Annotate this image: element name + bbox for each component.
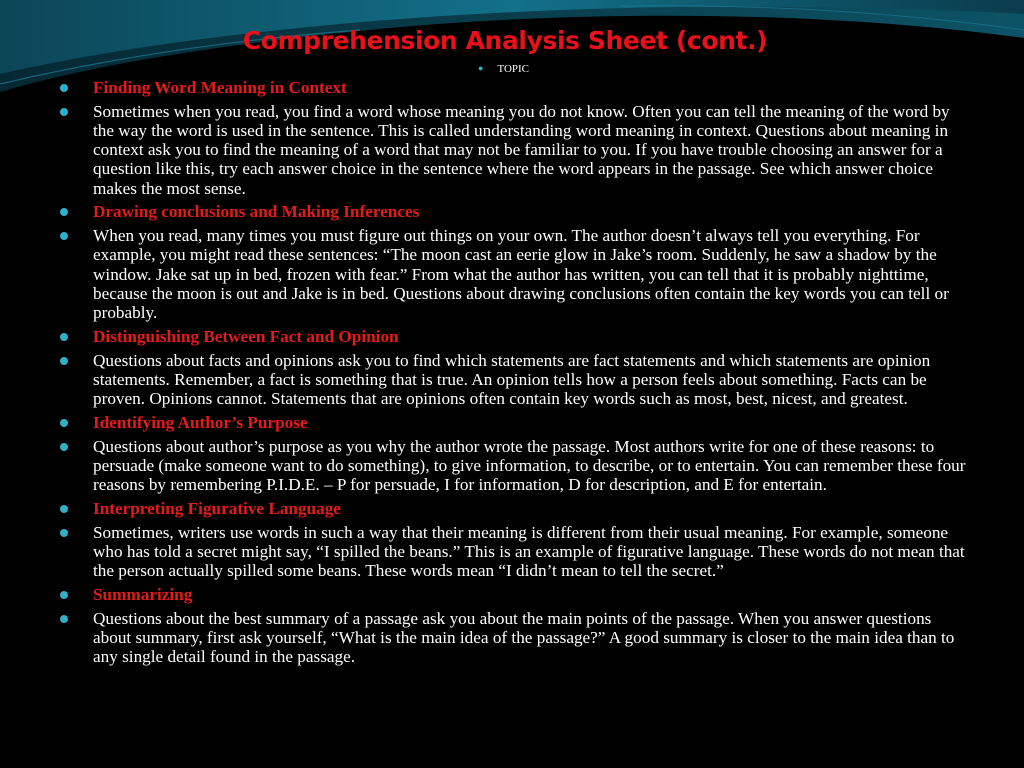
topic-label: [478, 63, 529, 75]
section-body: Questions about author’s purpose as you why the author wrote the passage. Most authors write for one of these reasons: to persuade (make someone want to do something), to give information, to describe, or to entertain. You can remember these four reasons by remembering P.I.D.E. – P for persuade, I for information, D for description, and E for entertain.: [60, 437, 970, 495]
section-heading: Interpreting Figurative Language: [60, 499, 970, 518]
slide-title: Comprehension Analysis Sheet (cont.): [242, 26, 768, 55]
topic-text: TOPIC: [497, 63, 530, 75]
section-heading: Identifying Author’s Purpose: [60, 413, 970, 432]
section-body: Questions about the best summary of a passage ask you about the main points of the passage. When you answer questions about summary, first ask yourself, “What is the main idea of the passage?” A good summary is closer to the main idea than to any single detail found in the passage.: [60, 609, 970, 667]
section-body: Sometimes, writers use words in such a way that their meaning is different from their usual meaning. For example, someone who has told a secret might say, “I spilled the beans.” This is an example of figurative language. These words do not mean that the person actually spilled some beans. These words mean “I didn’t mean to tell the secret.”: [60, 523, 970, 581]
section-heading: Finding Word Meaning in Context: [60, 78, 970, 97]
slide-content: [60, 78, 970, 671]
section-heading: Summarizing: [60, 585, 970, 604]
section-heading: Distinguishing Between Fact and Opinion: [60, 327, 970, 346]
section-body: Questions about facts and opinions ask you to find which statements are fact statements and which statements are opinion statements. Remember, a fact is something that is true. An opinion tells how a person feels about something. Facts can be proven. Opinions cannot. Statements that are opinions often contain key words such as most, best, nicest, and greatest.: [60, 351, 970, 409]
bullet-dot-icon: ●: [478, 63, 484, 73]
section-body: Sometimes when you read, you find a word whose meaning you do not know. Often you can tell the meaning of the word by the way the word is used in the sentence. This is called understanding word meaning in context. Questions about meaning in context ask you to find the meaning of a word that may not be familiar to you. If you have trouble choosing an answer for a question like this, try each answer choice in the sentence where the word appears in the passage. See which answer choice makes the most sense.: [60, 102, 970, 198]
section-heading: Drawing conclusions and Making Inferences: [60, 202, 970, 221]
section-body: When you read, many times you must figure out things on your own. The author doesn’t always tell you everything. For example, you might read these sentences: “The moon cast an eerie glow in Jake’s room. Suddenly, he saw a shadow by the window. Jake sat up in bed, frozen with fear.” From what the author has written, you can tell that it is probably nighttime, because the moon is out and Jake is in bed. Questions about drawing conclusions often contain the key words you can tell or probably.: [60, 226, 970, 322]
